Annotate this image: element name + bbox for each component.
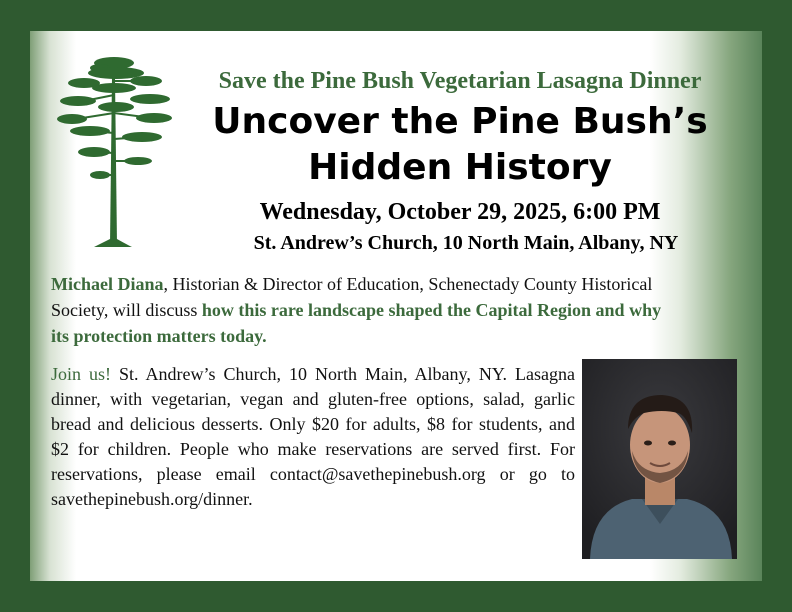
details-text: St. Andrew’s Church, 10 North Main, Albany, NY. Lasagna dinner, with vegetarian, vegan and gluten-free options, salad, garlic bread and delicious desserts. Only $20 for adults, $8 for students, and $2 for children. People who make reservations are served first. For reservations, please email contact@savethepinebush.org or go to savethepinebush.org/dinner. [51,364,575,509]
speaker-portrait [582,359,737,559]
event-subtitle: Save the Pine Bush Vegetarian Lasagna Dinner [218,68,702,94]
event-venue: St. Andrew’s Church, 10 North Main, Albany, NY [253,232,679,254]
event-title [190,99,730,191]
speaker-paragraph [51,271,679,349]
flyer-card [30,31,762,581]
event-date-time: Wednesday, October 29, 2025, 6:00 PM [259,199,661,225]
title-line-1: Uncover the Pine Bush’s [212,101,708,142]
speaker-name: Michael Diana [51,274,164,294]
details-paragraph [51,362,575,512]
title-line-2: Hidden History [308,147,612,188]
join-us-label: Join us! [51,364,112,384]
speaker-topic: how this rare landscape shaped the Capital Region and why its protection matters today. [51,300,662,346]
speaker-description: , Historian & Director of Education, Schenectady County Historical Society, will discuss [51,274,653,320]
pine-tree-icon [54,55,174,251]
portrait-illustration [582,359,737,559]
